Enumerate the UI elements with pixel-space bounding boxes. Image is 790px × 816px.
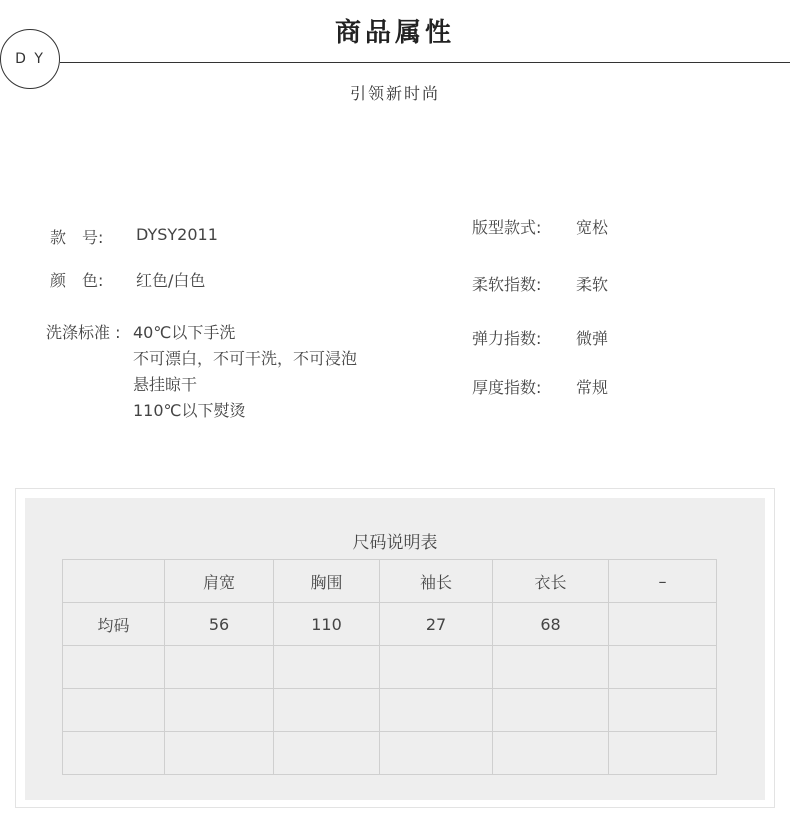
attr-value: DYSY2011 <box>136 225 218 244</box>
washing-line: 不可漂白，不可干洗，不可浸泡 <box>133 349 358 368</box>
table-header-cell: – <box>609 560 717 603</box>
size-chart-title: 尺码说明表 <box>352 533 438 553</box>
table-header-row <box>63 560 717 603</box>
table-cell <box>609 689 717 732</box>
table-cell: 68 <box>493 603 609 646</box>
table-cell <box>493 732 609 775</box>
table-cell <box>274 646 380 689</box>
table-cell <box>165 646 274 689</box>
attr-label: 柔软指数: <box>472 275 542 294</box>
table-cell <box>493 646 609 689</box>
washing-line: 悬挂晾干 <box>133 375 198 394</box>
table-header-cell: 衣长 <box>493 560 609 603</box>
table-row <box>63 603 717 646</box>
table-header-cell: 袖长 <box>380 560 493 603</box>
table-cell <box>609 603 717 646</box>
table-header-cell: 胸围 <box>274 560 380 603</box>
table-cell <box>609 732 717 775</box>
table-cell <box>609 646 717 689</box>
size-table <box>62 559 717 775</box>
attr-label: 颜 色: <box>50 271 104 290</box>
table-cell <box>165 689 274 732</box>
washing-line: 40℃以下手洗 <box>133 323 236 342</box>
attr-value: 宽松 <box>576 218 609 237</box>
table-cell <box>493 689 609 732</box>
table-cell <box>165 732 274 775</box>
attr-value: 红色/白色 <box>136 271 206 290</box>
table-row <box>63 646 717 689</box>
header-divider <box>60 62 790 63</box>
washing-line: 110℃以下熨烫 <box>133 401 246 420</box>
table-row <box>63 689 717 732</box>
table-cell <box>274 732 380 775</box>
table-cell <box>380 732 493 775</box>
table-cell <box>380 646 493 689</box>
table-cell: 均码 <box>63 603 165 646</box>
table-cell: 27 <box>380 603 493 646</box>
page-title: 商品属性 <box>334 18 455 48</box>
table-cell <box>63 689 165 732</box>
table-cell <box>63 732 165 775</box>
table-cell <box>63 646 165 689</box>
attr-value: 微弹 <box>576 329 609 348</box>
attr-label: 版型款式: <box>472 218 542 237</box>
attr-label: 弹力指数: <box>472 329 542 348</box>
washing-label: 洗涤标准 : <box>46 323 121 342</box>
table-header-cell: 肩宽 <box>165 560 274 603</box>
attr-value: 常规 <box>576 378 609 397</box>
attr-value: 柔软 <box>576 275 609 294</box>
table-cell <box>380 689 493 732</box>
attr-label: 厚度指数: <box>472 378 542 397</box>
table-cell: 110 <box>274 603 380 646</box>
table-cell: 56 <box>165 603 274 646</box>
attr-label: 款 号: <box>50 228 104 247</box>
table-header-cell <box>63 560 165 603</box>
brand-logo: D Y <box>0 29 60 89</box>
table-cell <box>274 689 380 732</box>
page-subtitle: 引领新时尚 <box>349 84 440 103</box>
table-row <box>63 732 717 775</box>
